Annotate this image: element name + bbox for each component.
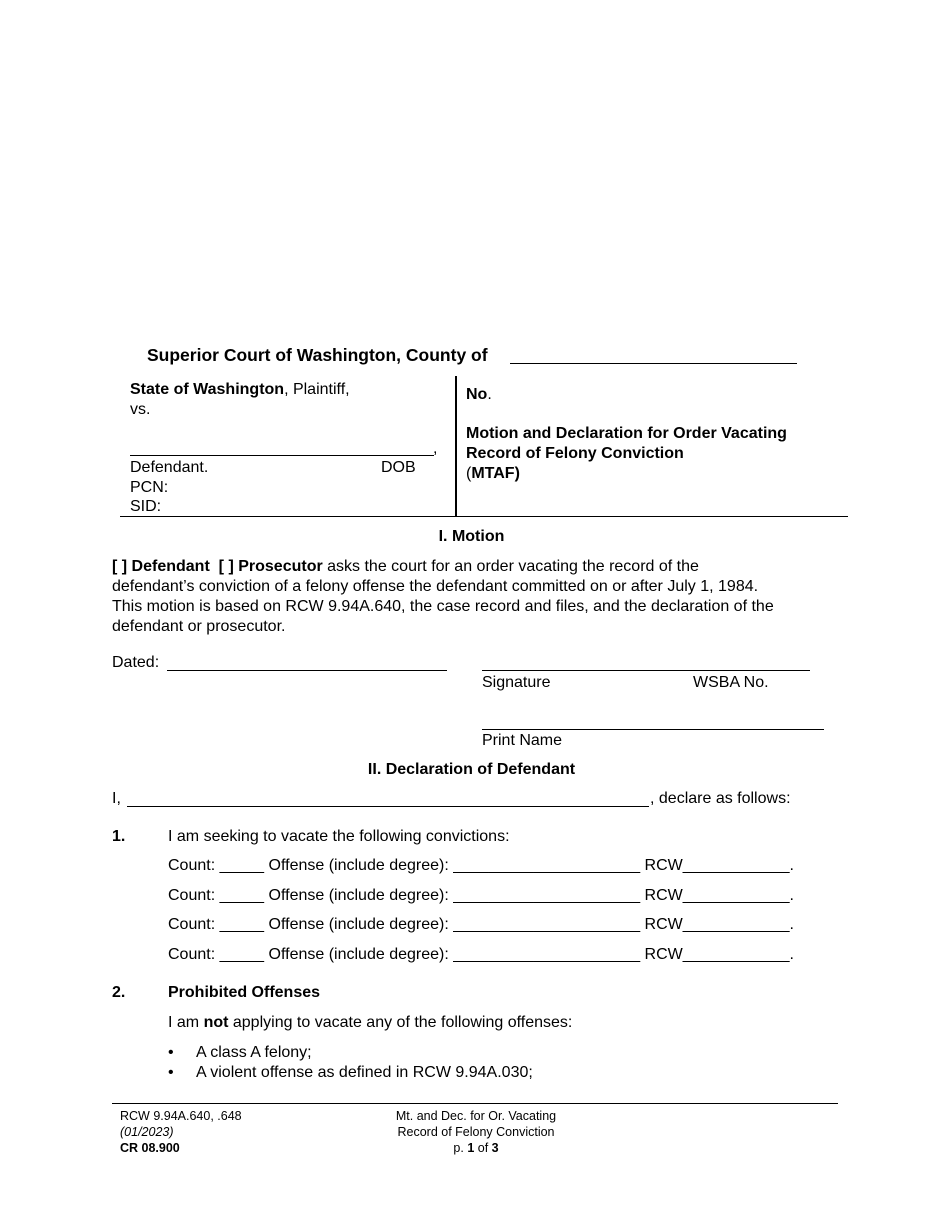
court-title: Superior Court of Washington, County of <box>147 345 488 365</box>
item2-intro: I am not applying to vacate any of the following offenses: <box>168 1014 573 1031</box>
doc-title-line1: Motion and Declaration for Order Vacating <box>466 425 787 442</box>
footer-title-line1: Mt. and Dec. for Or. Vacating <box>395 1109 557 1123</box>
declaration-heading: II. Declaration of Defendant <box>367 761 576 778</box>
footer-rcw: RCW 9.94A.640, .648 <box>120 1109 242 1123</box>
plaintiff-name: State of Washington <box>130 381 285 398</box>
wsba-label: WSBA No. <box>693 674 769 691</box>
footer-form-code: CR 08.900 <box>120 1141 180 1155</box>
footer-title-line2: Record of Felony Conviction <box>397 1125 555 1139</box>
count-row-3[interactable]: Count: _____ Offense (include degree): _____________________ RCW____________. <box>168 916 794 933</box>
plaintiff-role: , Plaintiff, <box>284 381 350 398</box>
count-row-2[interactable]: Count: _____ Offense (include degree): _____________________ RCW____________. <box>168 887 794 904</box>
doc-code: (MTAF) <box>466 465 520 482</box>
checkbox-prosecutor[interactable]: [ ] Prosecutor <box>218 558 323 575</box>
county-blank-line[interactable] <box>510 363 797 364</box>
footer-rule <box>112 1103 838 1104</box>
signature-label: Signature <box>482 674 551 691</box>
doc-title-line2: Record of Felony Conviction <box>466 445 684 462</box>
sid-label: SID: <box>130 498 162 515</box>
plaintiff-line <box>130 381 350 399</box>
checkbox-defendant[interactable]: [ ] Defendant <box>112 558 210 575</box>
print-name-label: Print Name <box>482 732 563 749</box>
declare-text: , declare as follows: <box>650 790 791 807</box>
vs-label: vs. <box>130 401 151 418</box>
footer-date: (01/2023) <box>120 1125 174 1139</box>
print-name-line[interactable] <box>482 729 824 730</box>
count-row-1[interactable]: Count: _____ Offense (include degree): _____________________ RCW____________. <box>168 857 794 874</box>
item1-number: 1. <box>112 828 126 845</box>
defendant-name-line[interactable] <box>130 455 434 456</box>
motion-heading: I. Motion <box>438 528 505 545</box>
defendant-label: Defendant. <box>130 459 209 476</box>
declarant-name-line[interactable] <box>127 806 649 807</box>
item1-text: I am seeking to vacate the following convictions: <box>168 828 510 845</box>
count-row-4[interactable]: Count: _____ Offense (include degree): _____________________ RCW____________. <box>168 946 794 963</box>
caption-bottom-rule <box>120 516 848 517</box>
signature-line[interactable] <box>482 670 810 671</box>
item2-number: 2. <box>112 984 126 1001</box>
pcn-label: PCN: <box>130 479 169 496</box>
dated-line[interactable] <box>167 670 447 671</box>
declarant-i-label: I, <box>112 790 121 807</box>
caption-vertical-divider <box>455 376 457 517</box>
bullet-item-2: A violent offense as defined in RCW 9.94A.030; <box>196 1064 533 1081</box>
case-number-label: No. <box>466 386 492 403</box>
item2-heading: Prohibited Offenses <box>168 984 321 1001</box>
motion-paragraph: [ ] Defendant [ ] Prosecutor asks the court for an order vacating the record of the defendant’s conviction of a felony offense the defendant committed on or after July 1, 1984. This motion is based on RCW 9.94A.640, the case record and files, and the declaration of the defendant or prosecutor. <box>112 558 774 635</box>
dated-label: Dated: <box>112 654 160 671</box>
bullet-icon: • <box>168 1044 174 1061</box>
footer-page-number: p. 1 of 3 <box>453 1141 499 1155</box>
dob-label: DOB <box>381 459 416 476</box>
bullet-icon: • <box>168 1064 174 1081</box>
bullet-item-1: A class A felony; <box>196 1044 312 1061</box>
defendant-comma: , <box>433 440 438 457</box>
